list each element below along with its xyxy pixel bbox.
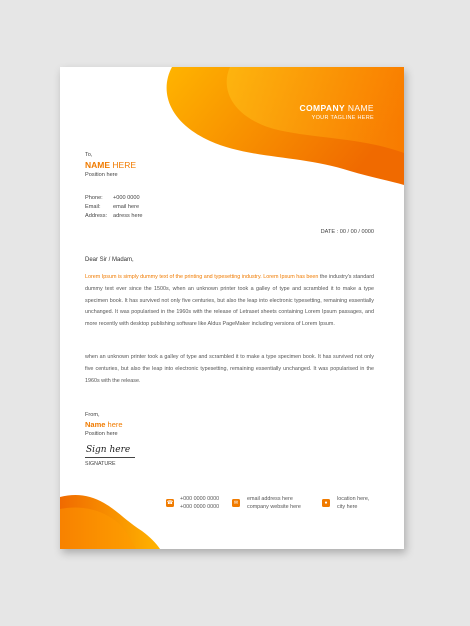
footer-website: company website here bbox=[247, 504, 301, 510]
email-icon: ✉ bbox=[233, 500, 239, 506]
phone-icon: ☎ bbox=[166, 500, 174, 506]
letterhead-sheet bbox=[60, 67, 404, 549]
greeting: Dear Sir / Madam, bbox=[85, 257, 134, 263]
contact-address-row: Address: adress here bbox=[85, 213, 143, 219]
body-paragraph-2: when an unknown printer took a galley of type and scrambled it to make a type specimen book. It has survived not only five centuries, but also the leap into electronic typesetting, remaining essentially unchanged. It was popularised in the 1960s with the release. bbox=[85, 354, 374, 384]
from-label: From, bbox=[85, 412, 100, 418]
company-tagline: YOUR TAGLINE HERE bbox=[311, 115, 374, 121]
contact-email-row: Email: email here bbox=[85, 204, 140, 210]
signature-line bbox=[85, 457, 135, 458]
company-block bbox=[299, 103, 374, 121]
footer-location: location here, bbox=[337, 496, 370, 502]
sender-name: Name here bbox=[85, 420, 123, 429]
date-line: DATE : 00 / 00 / 0000 bbox=[320, 229, 374, 235]
contact-phone-row: Phone: +000 0000 bbox=[85, 195, 140, 201]
footer-phone-1: +000 0000 0000 bbox=[180, 496, 220, 502]
location-icon: ● bbox=[322, 499, 330, 507]
body-paragraph-1: Lorem Ipsum is simply dummy text of the printing and typesetting industry. Lorem Ipsum has been the industry's standard dummy text ever since the 1500s, when an unknown printer took a galley of type and scrambled it to make a type specimen book. It has survived not only five centuries, but also the leap into electronic typesetting, remaining essentially unchanged. It was popularised in the 1960s with the release of Letraset sheets containing Lorem Ipsum passages, and more recently with desktop publishing software like Aldus PageMaker including versions of Lorem Ipsum. bbox=[85, 274, 374, 328]
footer-city: city here bbox=[337, 504, 358, 510]
footer-wave-graphic bbox=[60, 493, 170, 549]
sender-position: Position here bbox=[85, 431, 118, 437]
recipient-name: NAME HERE bbox=[85, 160, 137, 170]
signature-label: SIGNATURE bbox=[85, 461, 116, 467]
footer-email: email address here bbox=[247, 496, 293, 502]
signature: Sign here bbox=[86, 445, 131, 455]
footer-phone-2: +000 0000 0000 bbox=[180, 504, 220, 510]
to-label: To, bbox=[85, 152, 93, 158]
recipient-position: Position here bbox=[85, 172, 118, 178]
company-name: COMPANY NAME bbox=[299, 103, 374, 113]
